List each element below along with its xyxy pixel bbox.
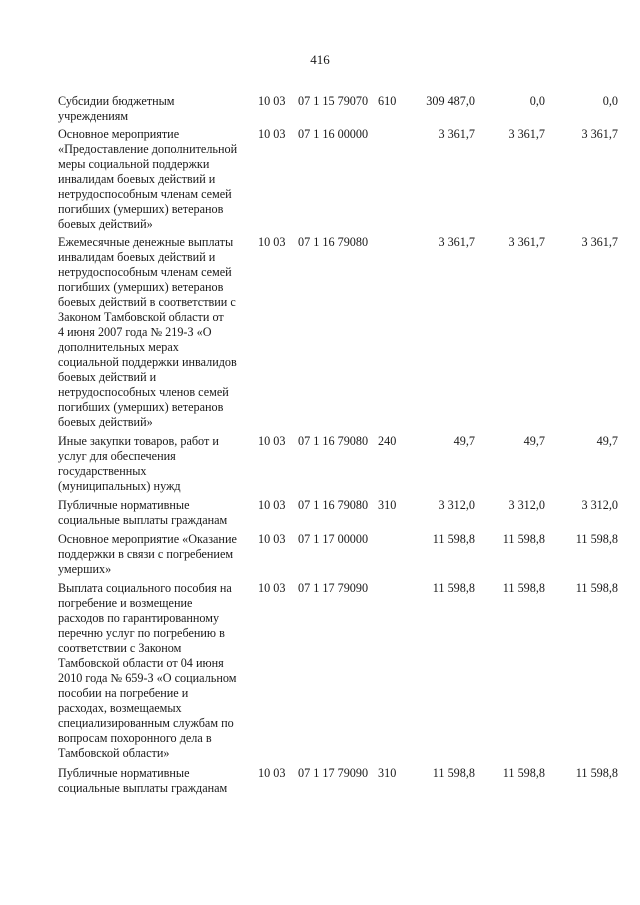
row-section-code: 10 03 [258, 94, 286, 108]
row-value-3: 49,7 [596, 434, 618, 448]
page-number: 416 [310, 52, 330, 67]
row-expense-type: 240 [378, 434, 397, 448]
row-value-2: 3 312,0 [508, 498, 545, 512]
row-value-2: 11 598,8 [502, 581, 545, 595]
row-value-3: 11 598,8 [575, 581, 618, 595]
row-target-article: 07 1 15 79070 [298, 94, 369, 108]
row-target-article: 07 1 17 00000 [298, 532, 369, 546]
row-value-2: 49,7 [523, 434, 545, 448]
row-expense-type: 310 [378, 766, 397, 780]
row-description: Ежемесячные денежные выплаты инвалидам боевых действий и нетрудоспособным членам семей погибших (умерших) ветеранов боевых действий в соответствии с Законом Тамбовской области от 4 июня 2007 года № 219-З «О дополнительных мерах социальной поддержки инвалидов боевых действий и нетрудоспособных членов семей погибших (умерших) ветеранов боевых действий» [58, 235, 237, 429]
row-description: Публичные нормативные социальные выплаты гражданам [58, 498, 228, 527]
row-value-2: 11 598,8 [502, 532, 545, 546]
row-value-3: 3 361,7 [581, 235, 618, 249]
row-value-3: 3 312,0 [581, 498, 618, 512]
row-value-1: 11 598,8 [432, 581, 475, 595]
row-target-article: 07 1 16 79080 [298, 498, 369, 512]
row-section-code: 10 03 [258, 766, 286, 780]
row-section-code: 10 03 [258, 581, 286, 595]
row-value-1: 3 361,7 [438, 127, 475, 141]
row-section-code: 10 03 [258, 532, 286, 546]
row-section-code: 10 03 [258, 498, 286, 512]
row-value-2: 3 361,7 [508, 235, 545, 249]
row-target-article: 07 1 16 79080 [298, 235, 369, 249]
row-target-article: 07 1 17 79090 [298, 581, 369, 595]
row-description: Основное мероприятие «Предоставление дополнительной меры социальной поддержки инвалидам боевых действий и нетрудоспособным членам семей погибших (умерших) ветеранов боевых действий» [58, 127, 238, 231]
row-value-1: 309 487,0 [426, 94, 475, 108]
row-target-article: 07 1 16 00000 [298, 127, 369, 141]
row-section-code: 10 03 [258, 434, 286, 448]
row-section-code: 10 03 [258, 127, 286, 141]
row-description: Основное мероприятие «Оказание поддержки в связи с погребением умерших» [58, 532, 237, 576]
row-description: Публичные нормативные социальные выплаты гражданам [58, 766, 228, 795]
row-value-3: 11 598,8 [575, 766, 618, 780]
row-value-2: 3 361,7 [508, 127, 545, 141]
row-expense-type: 610 [378, 94, 397, 108]
row-value-3: 0,0 [602, 94, 618, 108]
row-target-article: 07 1 17 79090 [298, 766, 369, 780]
row-value-1: 49,7 [453, 434, 475, 448]
row-description: Выплата социального пособия на погребение и возмещение расходов по гарантированному перечню услуг по погребению в соответствии с Законом Тамбовской области от 04 июня 2010 года № 659-З «О социальном пособии на погребение и расходах, возмещаемых специализированным службам по вопросам похоронного дела в Тамбовской области» [58, 581, 237, 760]
row-value-3: 3 361,7 [581, 127, 618, 141]
row-value-2: 11 598,8 [502, 766, 545, 780]
row-value-1: 3 361,7 [438, 235, 475, 249]
row-section-code: 10 03 [258, 235, 286, 249]
row-description: Субсидии бюджетным учреждениям [58, 94, 175, 123]
row-value-1: 11 598,8 [432, 766, 475, 780]
row-value-1: 11 598,8 [432, 532, 475, 546]
row-value-3: 11 598,8 [575, 532, 618, 546]
row-description: Иные закупки товаров, работ и услуг для обеспечения государственных (муниципальных) нужд [58, 434, 219, 493]
row-value-1: 3 312,0 [438, 498, 475, 512]
row-expense-type: 310 [378, 498, 397, 512]
row-target-article: 07 1 16 79080 [298, 434, 369, 448]
row-value-2: 0,0 [529, 94, 545, 108]
